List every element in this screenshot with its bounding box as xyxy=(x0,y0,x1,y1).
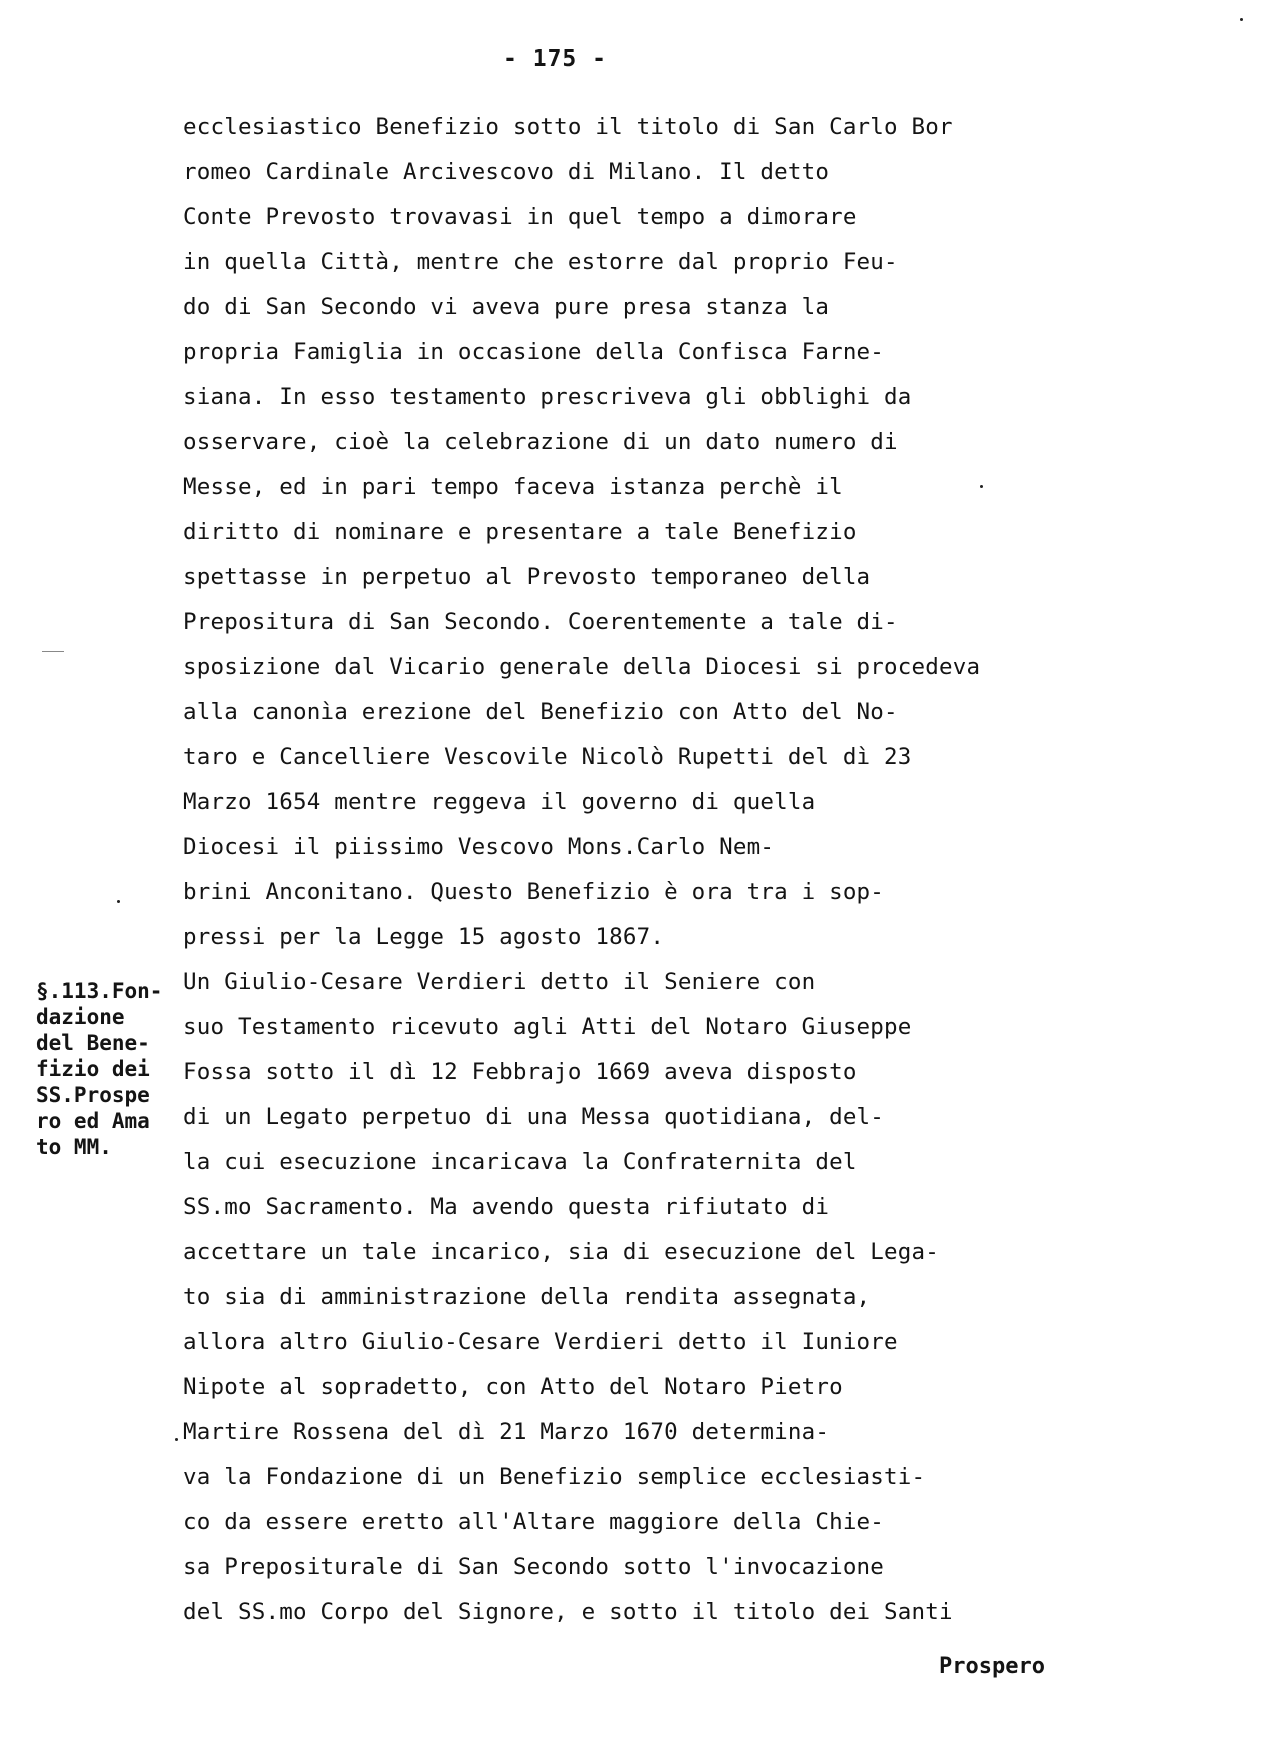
body-line: la cui esecuzione incaricava la Confraternita del xyxy=(183,1149,857,1175)
body-line: alla canonìa erezione del Benefizio con Atto del No- xyxy=(183,699,898,725)
body-line: Diocesi il piissimo Vescovo Mons.Carlo Nem- xyxy=(183,834,775,860)
body-line: Nipote al sopradetto, con Atto del Notaro Pietro xyxy=(183,1374,843,1400)
body-line: taro e Cancelliere Vescovile Nicolò Rupetti del dì 23 xyxy=(183,744,912,770)
body-line: di un Legato perpetuo di una Messa quotidiana, del- xyxy=(183,1104,885,1130)
margin-note-line: to MM. xyxy=(36,1135,112,1159)
body-line: osservare, cioè la celebrazione di un dato numero di xyxy=(183,429,898,455)
body-line: to sia di amministrazione della rendita assegnata, xyxy=(183,1284,871,1310)
body-line: Messe, ed in pari tempo faceva istanza perchè il xyxy=(183,474,843,500)
scan-speck xyxy=(1240,18,1243,21)
body-line: brini Anconitano. Questo Benefizio è ora tra i sop- xyxy=(183,879,885,905)
body-line: sposizione dal Vicario generale della Diocesi si procedeva xyxy=(183,654,981,680)
body-line: Martire Rossena del dì 21 Marzo 1670 determina- xyxy=(183,1419,830,1445)
body-line: Un Giulio-Cesare Verdieri detto il Seniere con xyxy=(183,969,816,995)
catchword: Prospero xyxy=(939,1654,1045,1679)
body-line: romeo Cardinale Arcivescovo di Milano. Il detto xyxy=(183,159,830,185)
scan-speck xyxy=(175,1438,178,1441)
body-line: Fossa sotto il dì 12 Febbrajo 1669 aveva disposto xyxy=(183,1059,857,1085)
body-line: spettasse in perpetuo al Prevosto temporaneo della xyxy=(183,564,871,590)
body-line: diritto di nominare e presentare a tale Benefizio xyxy=(183,519,857,545)
body-line: siana. In esso testamento prescriveva gli obblighi da xyxy=(183,384,912,410)
margin-note-line: dazione xyxy=(36,1005,125,1029)
body-line: del SS.mo Corpo del Signore, e sotto il titolo dei Santi xyxy=(183,1599,953,1625)
body-line: accettare un tale incarico, sia di esecuzione del Lega- xyxy=(183,1239,940,1265)
body-line: suo Testamento ricevuto agli Atti del Notaro Giuseppe xyxy=(183,1014,912,1040)
body-line: va la Fondazione di un Benefizio semplice ecclesiasti- xyxy=(183,1464,926,1490)
scan-speck xyxy=(117,900,120,903)
body-line: Prepositura di San Secondo. Coerentemente a tale di- xyxy=(183,609,898,635)
margin-note-line: ro ed Ama xyxy=(36,1109,150,1133)
margin-note-line: fizio dei xyxy=(36,1057,150,1081)
body-line: propria Famiglia in occasione della Confisca Farne- xyxy=(183,339,885,365)
margin-note-line: §.113.Fon- xyxy=(36,979,163,1003)
scan-mark xyxy=(42,651,64,652)
body-line: allora altro Giulio-Cesare Verdieri detto il Iuniore xyxy=(183,1329,898,1355)
margin-note-line: SS.Prospe xyxy=(36,1083,150,1107)
body-line: co da essere eretto all'Altare maggiore della Chie- xyxy=(183,1509,885,1535)
page-number: - 175 - xyxy=(503,46,607,72)
body-line: in quella Città, mentre che estorre dal proprio Feu- xyxy=(183,249,898,275)
body-line: Marzo 1654 mentre reggeva il governo di quella xyxy=(183,789,816,815)
body-line: Conte Prevosto trovavasi in quel tempo a dimorare xyxy=(183,204,857,230)
body-line: SS.mo Sacramento. Ma avendo questa rifiutato di xyxy=(183,1194,830,1220)
body-line: ecclesiastico Benefizio sotto il titolo di San Carlo Bor xyxy=(183,114,953,140)
body-line: sa Prepositurale di San Secondo sotto l'invocazione xyxy=(183,1554,885,1580)
margin-note xyxy=(36,978,162,1160)
body-line: pressi per la Legge 15 agosto 1867. xyxy=(183,924,665,950)
scan-speck xyxy=(980,485,983,488)
margin-note-line: del Bene- xyxy=(36,1031,150,1055)
body-line: do di San Secondo vi aveva pure presa stanza la xyxy=(183,294,830,320)
